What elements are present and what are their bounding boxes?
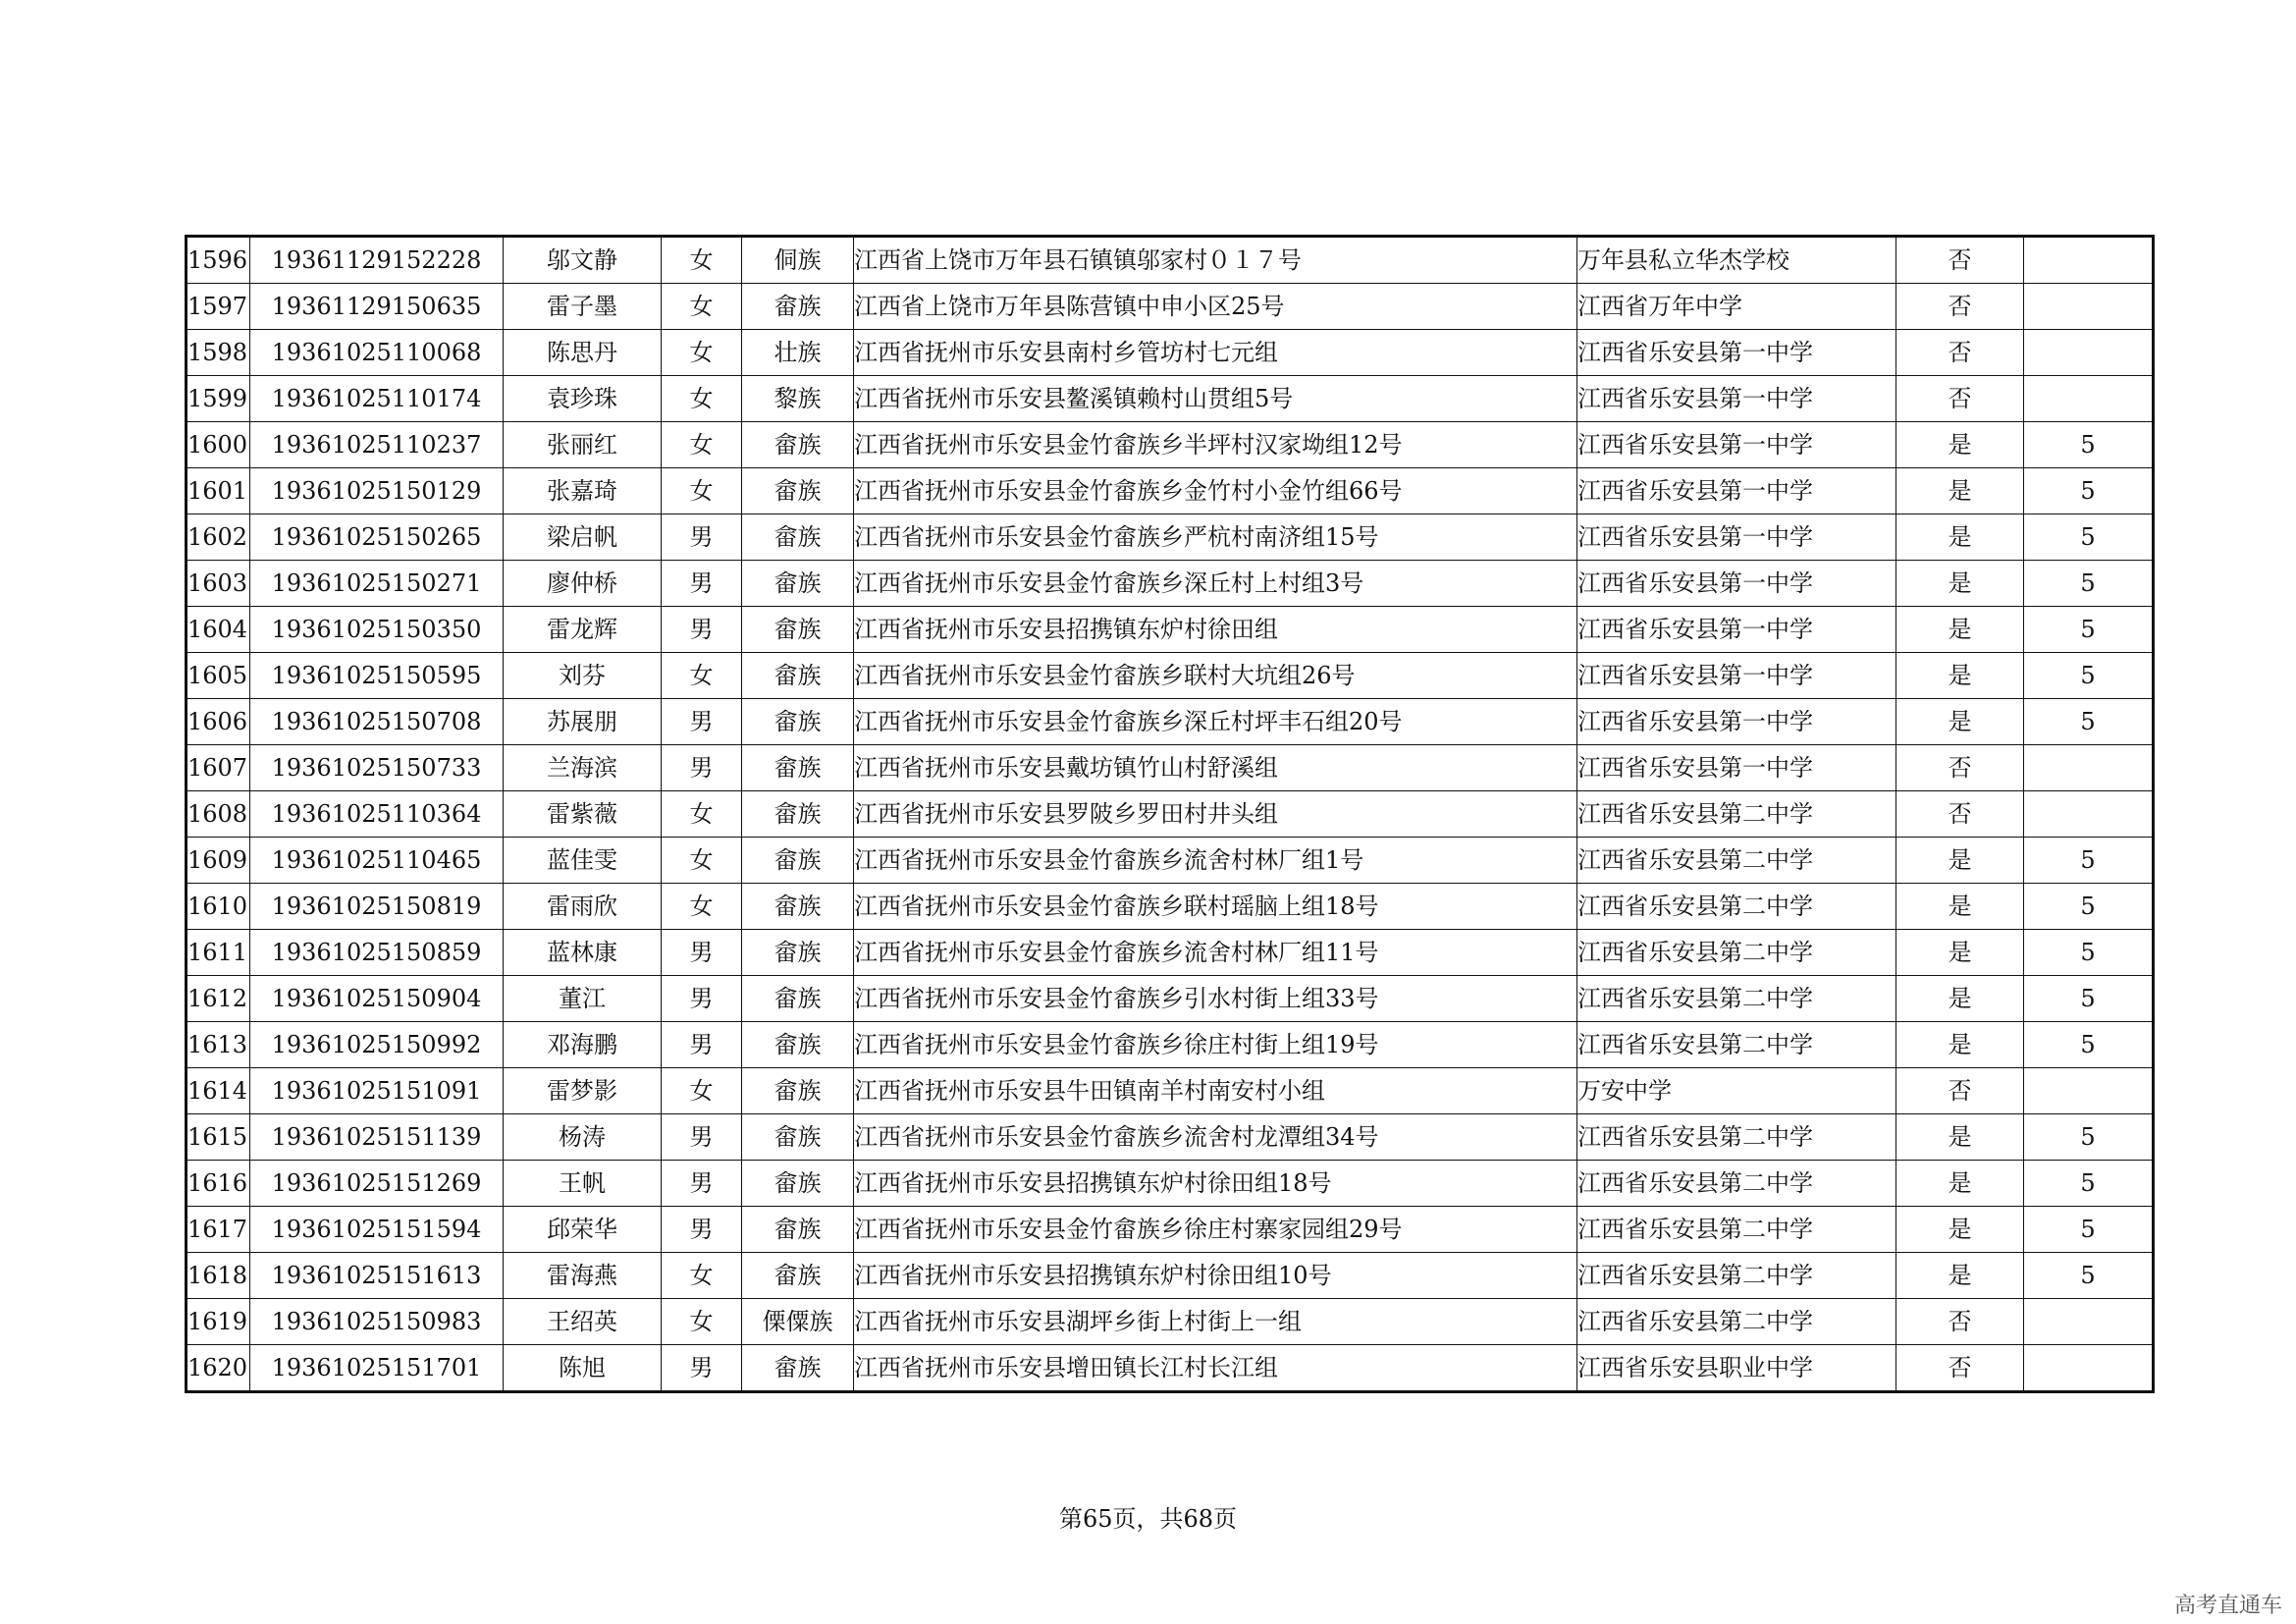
cell-flag: 否 — [1896, 330, 2024, 376]
cell-ethnicity: 畲族 — [742, 838, 854, 884]
cell-exam-id: 19361025150271 — [250, 561, 504, 607]
cell-gender: 女 — [662, 791, 742, 838]
table-row — [187, 1161, 2154, 1207]
cell-address: 江西省抚州市乐安县罗陂乡罗田村井头组 — [854, 791, 1577, 838]
cell-gender: 男 — [662, 607, 742, 653]
cell-ethnicity: 畲族 — [742, 514, 854, 561]
table-row — [187, 422, 2154, 468]
cell-gender: 女 — [662, 884, 742, 930]
cell-exam-id: 19361025150904 — [250, 976, 504, 1022]
cell-name: 兰海滨 — [504, 745, 662, 791]
cell-flag: 是 — [1896, 884, 2024, 930]
cell-address: 江西省抚州市乐安县牛田镇南羊村南安村小组 — [854, 1068, 1577, 1114]
cell-score — [2024, 791, 2154, 838]
cell-exam-id: 19361025151269 — [250, 1161, 504, 1207]
cell-flag: 否 — [1896, 284, 2024, 330]
cell-name: 邓海鹏 — [504, 1022, 662, 1068]
cell-school: 江西省乐安县第二中学 — [1577, 930, 1896, 976]
cell-score: 5 — [2024, 607, 2154, 653]
cell-exam-id: 19361129150635 — [250, 284, 504, 330]
cell-name: 蓝佳雯 — [504, 838, 662, 884]
cell-exam-id: 19361025110068 — [250, 330, 504, 376]
cell-name: 苏展朋 — [504, 699, 662, 745]
cell-name: 雷子墨 — [504, 284, 662, 330]
cell-school: 江西省乐安县第二中学 — [1577, 1253, 1896, 1299]
cell-flag: 否 — [1896, 1299, 2024, 1345]
cell-name: 董江 — [504, 976, 662, 1022]
table-row — [187, 838, 2154, 884]
cell-seq: 1598 — [187, 330, 250, 376]
cell-school: 万年县私立华杰学校 — [1577, 237, 1896, 284]
table-row — [187, 330, 2154, 376]
cell-gender: 男 — [662, 1114, 742, 1161]
cell-flag: 否 — [1896, 376, 2024, 422]
table-row — [187, 930, 2154, 976]
cell-gender: 男 — [662, 699, 742, 745]
cell-score: 5 — [2024, 930, 2154, 976]
cell-seq: 1603 — [187, 561, 250, 607]
cell-gender: 男 — [662, 1161, 742, 1207]
cell-seq: 1606 — [187, 699, 250, 745]
cell-school: 江西省乐安县职业中学 — [1577, 1345, 1896, 1392]
cell-school: 江西省乐安县第二中学 — [1577, 1207, 1896, 1253]
cell-address: 江西省抚州市乐安县金竹畲族乡流舍村林厂组1号 — [854, 838, 1577, 884]
cell-school: 江西省乐安县第二中学 — [1577, 1161, 1896, 1207]
table-row — [187, 1207, 2154, 1253]
cell-address: 江西省抚州市乐安县金竹畲族乡流舍村林厂组11号 — [854, 930, 1577, 976]
cell-exam-id: 19361129152228 — [250, 237, 504, 284]
cell-address: 江西省抚州市乐安县金竹畲族乡半坪村汉家坳组12号 — [854, 422, 1577, 468]
cell-address: 江西省抚州市乐安县金竹畲族乡深丘村坪丰石组20号 — [854, 699, 1577, 745]
table-row — [187, 976, 2154, 1022]
cell-address: 江西省抚州市乐安县金竹畲族乡徐庄村寨家园组29号 — [854, 1207, 1577, 1253]
cell-gender: 男 — [662, 1207, 742, 1253]
cell-gender: 男 — [662, 514, 742, 561]
table-row — [187, 561, 2154, 607]
cell-seq: 1615 — [187, 1114, 250, 1161]
cell-seq: 1601 — [187, 468, 250, 514]
cell-seq: 1600 — [187, 422, 250, 468]
cell-flag: 是 — [1896, 1114, 2024, 1161]
cell-score: 5 — [2024, 514, 2154, 561]
cell-exam-id: 19361025150595 — [250, 653, 504, 699]
cell-ethnicity: 畲族 — [742, 976, 854, 1022]
student-table — [185, 235, 2155, 1393]
cell-name: 王帆 — [504, 1161, 662, 1207]
cell-ethnicity: 畲族 — [742, 1207, 854, 1253]
cell-ethnicity: 傈僳族 — [742, 1299, 854, 1345]
cell-exam-id: 19361025150708 — [250, 699, 504, 745]
cell-school: 江西省乐安县第一中学 — [1577, 422, 1896, 468]
cell-ethnicity: 畲族 — [742, 1068, 854, 1114]
watermark: 高考直通车 — [2173, 1594, 2282, 1618]
cell-gender: 女 — [662, 376, 742, 422]
cell-gender: 女 — [662, 838, 742, 884]
cell-score: 5 — [2024, 884, 2154, 930]
cell-flag: 否 — [1896, 1345, 2024, 1392]
cell-exam-id: 19361025150992 — [250, 1022, 504, 1068]
cell-flag: 是 — [1896, 976, 2024, 1022]
table-row — [187, 791, 2154, 838]
cell-name: 袁珍珠 — [504, 376, 662, 422]
cell-name: 杨涛 — [504, 1114, 662, 1161]
cell-score: 5 — [2024, 653, 2154, 699]
cell-score: 5 — [2024, 468, 2154, 514]
cell-address: 江西省抚州市乐安县招携镇东炉村徐田组18号 — [854, 1161, 1577, 1207]
cell-name: 雷雨欣 — [504, 884, 662, 930]
cell-name: 王绍英 — [504, 1299, 662, 1345]
cell-ethnicity: 侗族 — [742, 237, 854, 284]
cell-address: 江西省抚州市乐安县增田镇长江村长江组 — [854, 1345, 1577, 1392]
cell-score — [2024, 330, 2154, 376]
cell-ethnicity: 畲族 — [742, 745, 854, 791]
cell-name: 雷龙辉 — [504, 607, 662, 653]
cell-seq: 1596 — [187, 237, 250, 284]
table-row — [187, 1068, 2154, 1114]
cell-score: 5 — [2024, 561, 2154, 607]
cell-school: 江西省乐安县第一中学 — [1577, 745, 1896, 791]
cell-exam-id: 19361025150983 — [250, 1299, 504, 1345]
cell-flag: 是 — [1896, 653, 2024, 699]
cell-school: 江西省乐安县第一中学 — [1577, 468, 1896, 514]
cell-flag: 是 — [1896, 422, 2024, 468]
cell-exam-id: 19361025110174 — [250, 376, 504, 422]
cell-seq: 1602 — [187, 514, 250, 561]
cell-name: 廖仲桥 — [504, 561, 662, 607]
cell-score: 5 — [2024, 838, 2154, 884]
cell-address: 江西省抚州市乐安县戴坊镇竹山村舒溪组 — [854, 745, 1577, 791]
cell-seq: 1607 — [187, 745, 250, 791]
cell-seq: 1616 — [187, 1161, 250, 1207]
table-row — [187, 653, 2154, 699]
cell-score — [2024, 284, 2154, 330]
cell-flag: 否 — [1896, 1068, 2024, 1114]
cell-score — [2024, 1299, 2154, 1345]
cell-score: 5 — [2024, 1207, 2154, 1253]
cell-score: 5 — [2024, 976, 2154, 1022]
cell-ethnicity: 畲族 — [742, 791, 854, 838]
cell-name: 邱荣华 — [504, 1207, 662, 1253]
cell-gender: 男 — [662, 745, 742, 791]
table-row — [187, 514, 2154, 561]
cell-school: 江西省乐安县第一中学 — [1577, 514, 1896, 561]
cell-name: 张嘉琦 — [504, 468, 662, 514]
cell-school: 江西省乐安县第一中学 — [1577, 376, 1896, 422]
table-row — [187, 745, 2154, 791]
table-row — [187, 468, 2154, 514]
cell-seq: 1613 — [187, 1022, 250, 1068]
cell-gender: 男 — [662, 976, 742, 1022]
cell-gender: 女 — [662, 1299, 742, 1345]
cell-seq: 1608 — [187, 791, 250, 838]
cell-flag: 是 — [1896, 561, 2024, 607]
cell-exam-id: 19361025110364 — [250, 791, 504, 838]
cell-gender: 女 — [662, 468, 742, 514]
cell-score: 5 — [2024, 1022, 2154, 1068]
cell-school: 江西省乐安县第二中学 — [1577, 1022, 1896, 1068]
cell-exam-id: 19361025150350 — [250, 607, 504, 653]
cell-name: 梁启帆 — [504, 514, 662, 561]
cell-gender: 女 — [662, 1068, 742, 1114]
cell-ethnicity: 畲族 — [742, 699, 854, 745]
cell-school: 江西省乐安县第一中学 — [1577, 561, 1896, 607]
cell-seq: 1610 — [187, 884, 250, 930]
cell-ethnicity: 畲族 — [742, 284, 854, 330]
cell-flag: 是 — [1896, 838, 2024, 884]
cell-school: 江西省乐安县第二中学 — [1577, 838, 1896, 884]
cell-score: 5 — [2024, 699, 2154, 745]
cell-gender: 男 — [662, 930, 742, 976]
cell-gender: 男 — [662, 1022, 742, 1068]
cell-score: 5 — [2024, 1114, 2154, 1161]
cell-ethnicity: 畲族 — [742, 1114, 854, 1161]
cell-exam-id: 19361025150265 — [250, 514, 504, 561]
cell-exam-id: 19361025150819 — [250, 884, 504, 930]
cell-ethnicity: 畲族 — [742, 1345, 854, 1392]
cell-address: 江西省抚州市乐安县南村乡管坊村七元组 — [854, 330, 1577, 376]
cell-score — [2024, 1068, 2154, 1114]
cell-flag: 否 — [1896, 237, 2024, 284]
table-row — [187, 1345, 2154, 1392]
cell-seq: 1605 — [187, 653, 250, 699]
cell-gender: 女 — [662, 330, 742, 376]
cell-school: 江西省乐安县第一中学 — [1577, 699, 1896, 745]
cell-flag: 否 — [1896, 745, 2024, 791]
cell-flag: 是 — [1896, 1207, 2024, 1253]
table-row — [187, 607, 2154, 653]
cell-ethnicity: 畲族 — [742, 561, 854, 607]
cell-seq: 1620 — [187, 1345, 250, 1392]
cell-seq: 1609 — [187, 838, 250, 884]
cell-name: 雷紫薇 — [504, 791, 662, 838]
cell-address: 江西省抚州市乐安县金竹畲族乡流舍村龙潭组34号 — [854, 1114, 1577, 1161]
cell-exam-id: 19361025151613 — [250, 1253, 504, 1299]
cell-gender: 女 — [662, 284, 742, 330]
cell-seq: 1618 — [187, 1253, 250, 1299]
cell-exam-id: 19361025151594 — [250, 1207, 504, 1253]
cell-name: 雷梦影 — [504, 1068, 662, 1114]
cell-flag: 是 — [1896, 468, 2024, 514]
cell-score: 5 — [2024, 422, 2154, 468]
cell-score — [2024, 1345, 2154, 1392]
table-row — [187, 1114, 2154, 1161]
cell-ethnicity: 畲族 — [742, 422, 854, 468]
table-body — [187, 237, 2154, 1392]
cell-ethnicity: 畲族 — [742, 1253, 854, 1299]
cell-address: 江西省抚州市乐安县金竹畲族乡金竹村小金竹组66号 — [854, 468, 1577, 514]
cell-ethnicity: 畲族 — [742, 930, 854, 976]
cell-name: 张丽红 — [504, 422, 662, 468]
table-row — [187, 1253, 2154, 1299]
table-row — [187, 884, 2154, 930]
cell-seq: 1617 — [187, 1207, 250, 1253]
cell-name: 雷海燕 — [504, 1253, 662, 1299]
cell-school: 万安中学 — [1577, 1068, 1896, 1114]
cell-seq: 1614 — [187, 1068, 250, 1114]
cell-address: 江西省抚州市乐安县湖坪乡街上村街上一组 — [854, 1299, 1577, 1345]
cell-gender: 女 — [662, 422, 742, 468]
table-row — [187, 1022, 2154, 1068]
cell-flag: 是 — [1896, 930, 2024, 976]
cell-school: 江西省乐安县第二中学 — [1577, 1299, 1896, 1345]
cell-address: 江西省抚州市乐安县招携镇东炉村徐田组 — [854, 607, 1577, 653]
cell-seq: 1604 — [187, 607, 250, 653]
cell-score: 5 — [2024, 1253, 2154, 1299]
cell-school: 江西省乐安县第二中学 — [1577, 1114, 1896, 1161]
table-row — [187, 237, 2154, 284]
cell-address: 江西省抚州市乐安县金竹畲族乡引水村街上组33号 — [854, 976, 1577, 1022]
cell-school: 江西省乐安县第二中学 — [1577, 976, 1896, 1022]
cell-gender: 女 — [662, 1253, 742, 1299]
cell-address: 江西省抚州市乐安县金竹畲族乡严杭村南济组15号 — [854, 514, 1577, 561]
cell-name: 陈旭 — [504, 1345, 662, 1392]
cell-exam-id: 19361025110465 — [250, 838, 504, 884]
cell-seq: 1599 — [187, 376, 250, 422]
cell-seq: 1612 — [187, 976, 250, 1022]
cell-seq: 1619 — [187, 1299, 250, 1345]
cell-school: 江西省乐安县第一中学 — [1577, 330, 1896, 376]
cell-exam-id: 19361025110237 — [250, 422, 504, 468]
cell-exam-id: 19361025151091 — [250, 1068, 504, 1114]
cell-name: 刘芬 — [504, 653, 662, 699]
cell-school: 江西省乐安县第一中学 — [1577, 653, 1896, 699]
cell-exam-id: 19361025150129 — [250, 468, 504, 514]
cell-flag: 否 — [1896, 791, 2024, 838]
cell-ethnicity: 畲族 — [742, 468, 854, 514]
cell-gender: 女 — [662, 653, 742, 699]
cell-flag: 是 — [1896, 1161, 2024, 1207]
cell-score: 5 — [2024, 1161, 2154, 1207]
page-number: 第65页，共68页 — [1058, 1505, 1238, 1533]
cell-flag: 是 — [1896, 1022, 2024, 1068]
cell-exam-id: 19361025150733 — [250, 745, 504, 791]
cell-address: 江西省抚州市乐安县招携镇东炉村徐田组10号 — [854, 1253, 1577, 1299]
cell-address: 江西省抚州市乐安县金竹畲族乡徐庄村街上组19号 — [854, 1022, 1577, 1068]
cell-ethnicity: 畲族 — [742, 653, 854, 699]
cell-ethnicity: 畲族 — [742, 884, 854, 930]
cell-exam-id: 19361025151139 — [250, 1114, 504, 1161]
cell-address: 江西省抚州市乐安县金竹畲族乡深丘村上村组3号 — [854, 561, 1577, 607]
cell-school: 江西省乐安县第二中学 — [1577, 884, 1896, 930]
cell-flag: 是 — [1896, 699, 2024, 745]
cell-name: 邬文静 — [504, 237, 662, 284]
cell-ethnicity: 黎族 — [742, 376, 854, 422]
cell-school: 江西省万年中学 — [1577, 284, 1896, 330]
cell-address: 江西省抚州市乐安县金竹畲族乡联村瑶脑上组18号 — [854, 884, 1577, 930]
cell-address: 江西省上饶市万年县陈营镇中申小区25号 — [854, 284, 1577, 330]
cell-address: 江西省抚州市乐安县鳌溪镇赖村山贯组5号 — [854, 376, 1577, 422]
cell-ethnicity: 壮族 — [742, 330, 854, 376]
cell-flag: 是 — [1896, 1253, 2024, 1299]
cell-ethnicity: 畲族 — [742, 1161, 854, 1207]
cell-name: 蓝林康 — [504, 930, 662, 976]
table-row — [187, 699, 2154, 745]
cell-address: 江西省抚州市乐安县金竹畲族乡联村大坑组26号 — [854, 653, 1577, 699]
cell-school: 江西省乐安县第二中学 — [1577, 791, 1896, 838]
table-row — [187, 1299, 2154, 1345]
cell-address: 江西省上饶市万年县石镇镇邬家村０１７号 — [854, 237, 1577, 284]
cell-flag: 是 — [1896, 514, 2024, 561]
cell-name: 陈思丹 — [504, 330, 662, 376]
cell-ethnicity: 畲族 — [742, 607, 854, 653]
cell-flag: 是 — [1896, 607, 2024, 653]
cell-gender: 男 — [662, 1345, 742, 1392]
cell-exam-id: 19361025150859 — [250, 930, 504, 976]
cell-gender: 男 — [662, 561, 742, 607]
cell-seq: 1597 — [187, 284, 250, 330]
table-row — [187, 284, 2154, 330]
cell-score — [2024, 745, 2154, 791]
cell-gender: 女 — [662, 237, 742, 284]
cell-score — [2024, 237, 2154, 284]
cell-score — [2024, 376, 2154, 422]
cell-ethnicity: 畲族 — [742, 1022, 854, 1068]
table-row — [187, 376, 2154, 422]
cell-seq: 1611 — [187, 930, 250, 976]
cell-school: 江西省乐安县第一中学 — [1577, 607, 1896, 653]
cell-exam-id: 19361025151701 — [250, 1345, 504, 1392]
